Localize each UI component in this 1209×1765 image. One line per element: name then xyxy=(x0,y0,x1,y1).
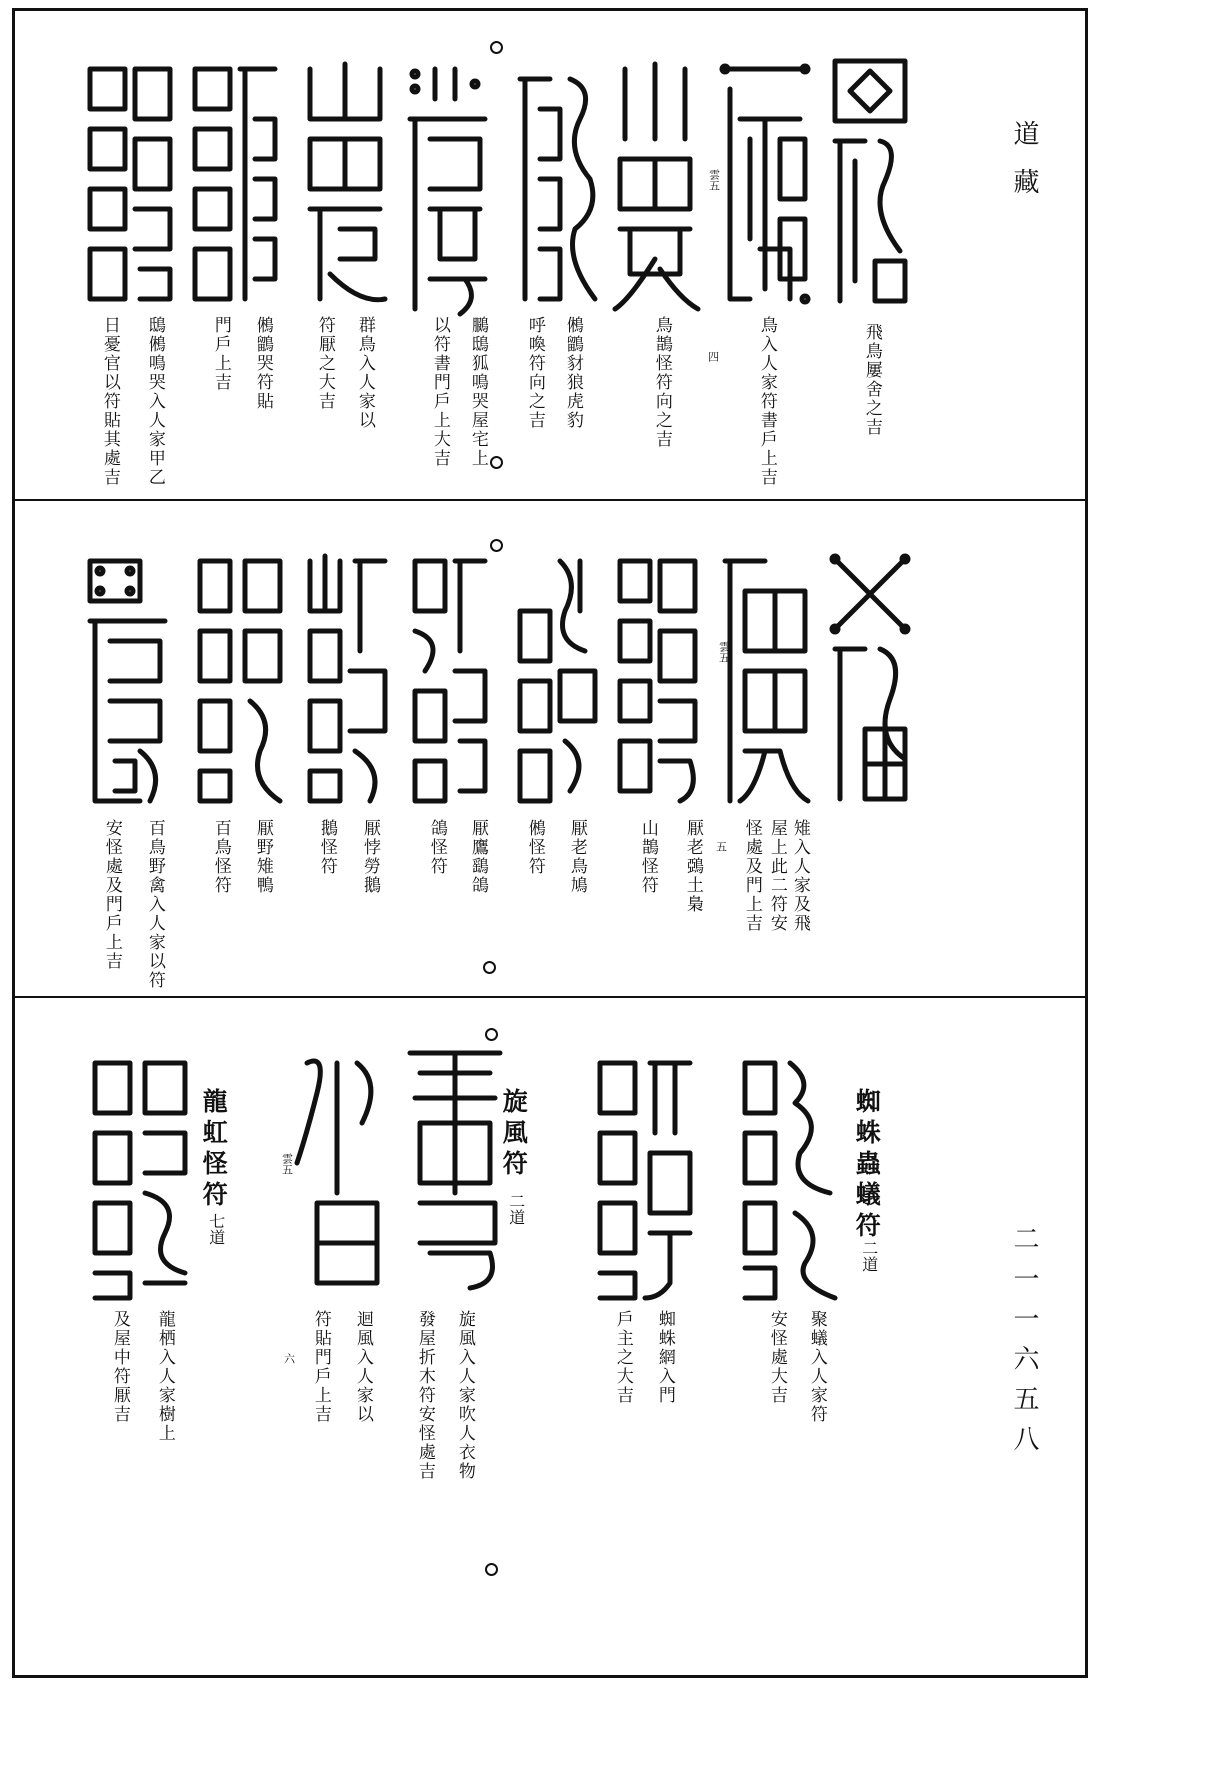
panel-middle xyxy=(15,501,1085,996)
section-title: 旋風符 xyxy=(499,1088,529,1181)
volume-title: 道藏 xyxy=(1009,120,1039,216)
talisman-glyph xyxy=(590,1053,700,1303)
talisman-caption: 百鳥野禽入人家以符 xyxy=(144,819,165,990)
page-number: 二一一六五八 xyxy=(1009,1225,1039,1465)
section-marker: 六 xyxy=(282,1353,296,1364)
talisman-glyph xyxy=(720,59,810,309)
talisman-caption: 日憂官以符貼其處吉 xyxy=(99,316,120,487)
talisman-caption: 雉入人家及飛 xyxy=(789,819,810,933)
talisman-caption: 蜘蛛網入門 xyxy=(654,1310,675,1405)
talisman-caption: 旋風入人家吹人衣物 xyxy=(454,1310,475,1481)
talisman-glyph xyxy=(825,51,915,311)
talisman-glyph xyxy=(610,551,700,806)
talisman-caption: 厭老鵶土梟 xyxy=(682,819,703,914)
talisman-glyph xyxy=(185,59,280,309)
talisman-caption: 怪處及門上吉 xyxy=(741,819,762,933)
binding-hole xyxy=(483,961,496,974)
talisman-glyph xyxy=(825,549,915,804)
talisman-caption: 山鵲怪符 xyxy=(637,819,658,895)
talisman-glyph xyxy=(735,1053,845,1303)
binding-hole xyxy=(485,1563,498,1576)
talisman-caption: 厭鷹鷂鴿 xyxy=(467,819,488,895)
talisman-caption: 群鳥入人家以 xyxy=(354,316,375,430)
talisman-glyph xyxy=(300,59,390,309)
section-marker: 雲五 xyxy=(717,641,731,663)
talisman-caption: 鵂鶹哭符貼 xyxy=(252,316,273,411)
talisman-caption: 以符書門戶上大吉 xyxy=(429,316,450,468)
talisman-caption: 鴿怪符 xyxy=(426,819,447,876)
talisman-glyph xyxy=(80,551,175,811)
talisman-caption: 迴風入人家以 xyxy=(352,1310,373,1424)
talisman-glyph xyxy=(400,1043,510,1293)
talisman-caption: 鵝怪符 xyxy=(316,819,337,876)
talisman-caption: 符厭之大吉 xyxy=(314,316,335,411)
talisman-caption: 安怪處大吉 xyxy=(766,1310,787,1405)
talisman-caption: 厭老鳥鳩 xyxy=(566,819,587,895)
talisman-caption: 門戶上吉 xyxy=(210,316,231,392)
section-marker: 五 xyxy=(714,841,728,852)
talisman-glyph xyxy=(287,1043,387,1293)
talisman-glyph xyxy=(510,59,600,309)
talisman-glyph xyxy=(405,551,490,806)
section-title: 龍虹怪符 xyxy=(199,1088,229,1212)
talisman-glyph xyxy=(190,551,285,806)
talisman-glyph xyxy=(405,59,490,319)
talisman-caption: 龍栖入人家樹上 xyxy=(154,1310,175,1443)
section-count: 二道 xyxy=(506,1193,526,1225)
talisman-glyph xyxy=(510,551,600,806)
talisman-caption: 及屋中符厭吉 xyxy=(109,1310,130,1424)
talisman-caption: 呼喚符向之吉 xyxy=(524,316,545,430)
talisman-caption: 發屋折木符安怪處吉 xyxy=(414,1310,435,1481)
talisman-caption: 屋上此二符安 xyxy=(766,819,787,933)
talisman-caption: 厭野雉鴨 xyxy=(252,819,273,895)
binding-hole xyxy=(490,539,503,552)
talisman-caption: 鴟鵂鳴哭入人家甲乙 xyxy=(144,316,165,487)
panel-top xyxy=(15,11,1085,499)
talisman-caption: 符貼門戶上吉 xyxy=(310,1310,331,1424)
talisman-glyph xyxy=(300,551,390,806)
section-count: 七道 xyxy=(206,1213,226,1245)
talisman-glyph xyxy=(717,551,810,806)
talisman-caption: 鳥鵲怪符向之吉 xyxy=(651,316,672,449)
talisman-caption: 鵂怪符 xyxy=(524,819,545,876)
talisman-glyph xyxy=(610,59,700,309)
talisman-caption: 鵂鶹豺狼虎豹 xyxy=(562,316,583,430)
talisman-caption: 鳥入人家符書戶上吉 xyxy=(756,316,777,487)
section-marker: 雲五 xyxy=(280,1153,294,1175)
talisman-caption: 飛鳥屢舍之吉 xyxy=(861,323,882,437)
talisman-glyph xyxy=(85,1053,195,1303)
panel-bottom xyxy=(15,998,1085,1678)
section-title: 蜘蛛蟲蟻符 xyxy=(852,1088,882,1243)
page-frame xyxy=(12,8,1088,1678)
talisman-caption: 鵩鴟狐鳴哭屋宅上 xyxy=(467,316,488,468)
binding-hole xyxy=(490,41,503,54)
talisman-caption: 戶主之大吉 xyxy=(612,1310,633,1405)
talisman-caption: 安怪處及門戶上吉 xyxy=(101,819,122,971)
section-count: 二道 xyxy=(859,1240,879,1272)
talisman-caption: 聚蟻入人家符 xyxy=(806,1310,827,1424)
talisman-glyph xyxy=(80,59,175,309)
section-marker: 四 xyxy=(706,351,720,362)
section-marker: 雲五 xyxy=(707,169,721,191)
binding-hole xyxy=(485,1028,498,1041)
talisman-caption: 百鳥怪符 xyxy=(210,819,231,895)
binding-hole xyxy=(490,456,503,469)
talisman-caption: 厭悖勞鵝 xyxy=(359,819,380,895)
